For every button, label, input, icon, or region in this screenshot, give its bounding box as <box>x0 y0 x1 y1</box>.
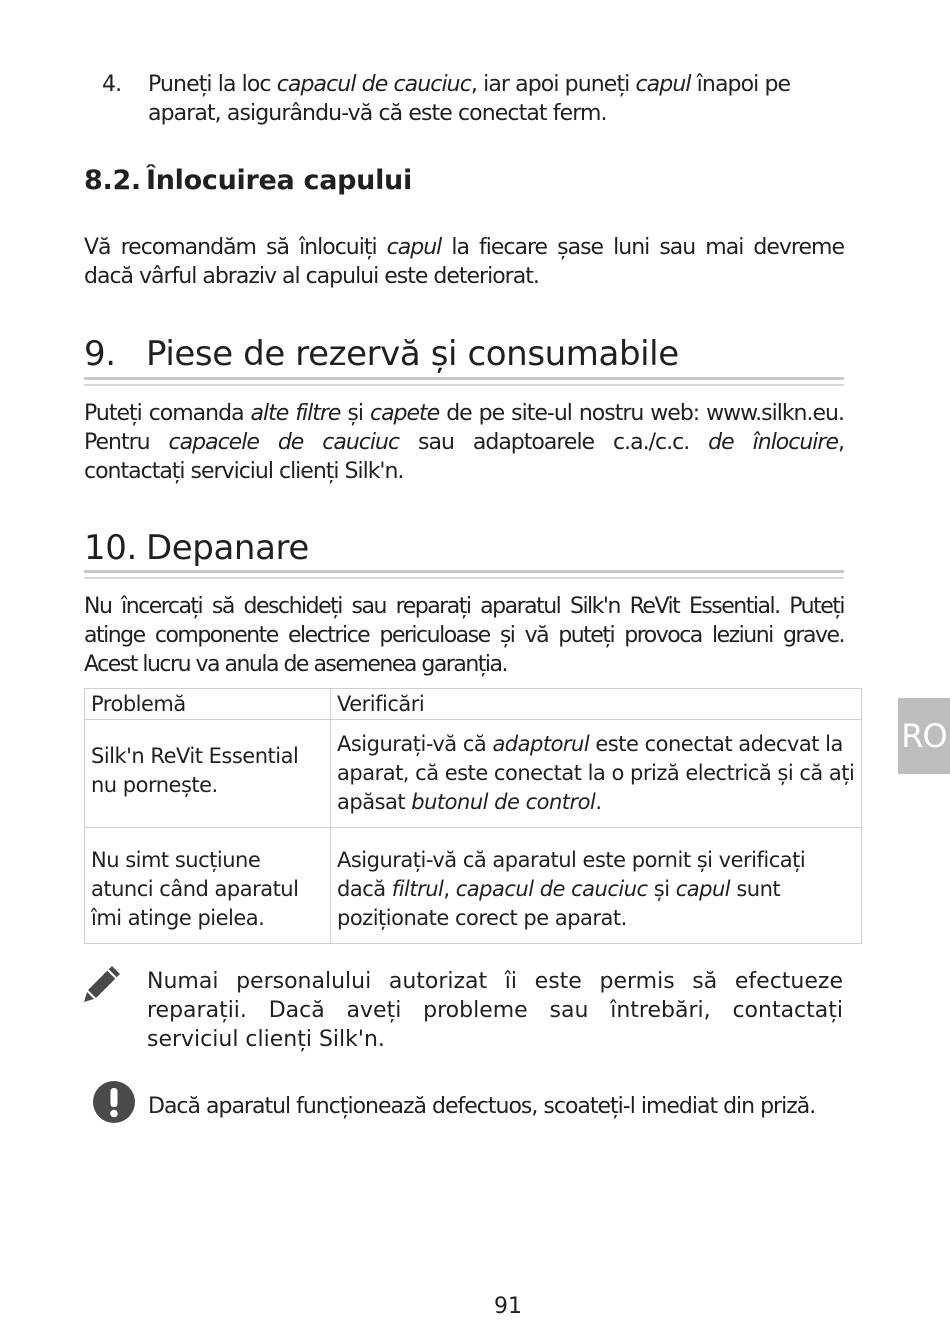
checks-cell <box>331 720 862 828</box>
problem-cell: Nu simt sucțiune atunci când aparatul îmi atinge pielea. <box>85 828 331 944</box>
text-run-italic: capul <box>386 235 442 260</box>
text-run: și <box>340 401 370 426</box>
text-run: sau adaptoarele c.a./c.c. <box>399 430 709 455</box>
text-run: Puteți comanda <box>84 401 251 426</box>
text-run: înapoi pe aparat, asigurându-vă că este conectat ferm. <box>148 72 791 126</box>
text-run-italic: filtrul <box>391 877 444 901</box>
table-row <box>85 720 862 828</box>
checks-cell <box>331 828 862 944</box>
table-header-row <box>85 689 862 720</box>
text-run: Asigurați-vă că aparatul este pornit și verificați dacă <box>337 848 806 901</box>
step-4 <box>102 70 847 128</box>
text-run: la fiecare șase luni sau mai devreme dacă vârful abraziv al capului este deteriorat. <box>84 235 844 289</box>
section-title: Înlocuirea capului <box>146 165 412 196</box>
step-text <box>148 70 847 128</box>
text-run: , iar apoi puneți <box>470 72 636 97</box>
table-row <box>85 828 862 944</box>
pencil-icon <box>82 962 124 1004</box>
problem-cell: Silk'n ReVit Essential nu pornește. <box>85 720 331 828</box>
text-run-italic: capul <box>635 72 691 97</box>
section-10-heading <box>84 528 309 568</box>
text-run-italic: butonul de control <box>411 790 596 814</box>
section-9-heading <box>84 334 679 374</box>
text-run-italic: capacul de cauciuc <box>455 877 648 901</box>
section-8-2-heading <box>84 165 412 196</box>
text-run-italic: capete <box>369 401 440 426</box>
page-number: 91 <box>494 1294 522 1319</box>
column-header-checks: Verificări <box>331 689 862 720</box>
section-title: Piese de rezervă și consumabile <box>146 334 679 374</box>
text-run: , contactați serviciul clienți Silk'n. <box>84 430 844 484</box>
section-number: 9. <box>84 334 116 374</box>
text-run-italic: de înlocuire <box>708 430 838 455</box>
text-run: sunt poziționate corect pe aparat. <box>337 877 781 930</box>
column-header-problem: Problemă <box>85 689 331 720</box>
text-run-italic: alte filtre <box>250 401 341 426</box>
section-9-paragraph <box>84 399 844 486</box>
language-tab: RO <box>898 698 950 774</box>
text-run-italic: capul <box>675 877 731 901</box>
text-run: și <box>647 877 676 901</box>
text-run: , <box>443 877 456 901</box>
step-number: 4. <box>102 72 122 97</box>
text-run: este conectat adecvat la aparat, că este conectat la o priză electrică și că ați apăsat <box>337 732 855 814</box>
text-run: Puneți la loc <box>148 72 277 97</box>
section-10-intro: Nu încercați să deschideți sau reparați aparatul Silk'n ReVit Essential. Puteți atinge componente electrice periculoase și vă puteți provoca leziuni grave. Acest lucru va anula de asemenea garanția. <box>84 594 844 677</box>
troubleshooting-table <box>84 688 862 944</box>
note-text: Numai personalului autorizat îi este permis să efectueze reparații. Dacă aveți probleme sau întrebări, contactați serviciul clienți Silk'n. <box>147 969 843 1052</box>
warning-text: Dacă aparatul funcționează defectuos, scoateți-l imediat din priză. <box>148 1094 816 1119</box>
heading-rule <box>84 377 844 380</box>
text-run: . <box>595 790 602 814</box>
section-number: 10. <box>84 528 137 568</box>
section-number: 8.2. <box>84 165 141 196</box>
text-run-italic: capacul de cauciuc <box>276 72 471 97</box>
text-run-italic: adaptorul <box>492 732 590 756</box>
text-run-italic: capacele de cauciuc <box>168 430 400 455</box>
text-run: Asigurați-vă că <box>337 732 493 756</box>
heading-rule <box>84 384 844 386</box>
heading-rule <box>84 570 844 573</box>
exclamation-icon <box>92 1080 136 1124</box>
text-run: Vă recomandăm să înlocuiți <box>84 235 387 260</box>
text-run: de pe site-ul nostru web: www.silkn.eu. Pentru <box>84 401 844 455</box>
section-8-2-paragraph <box>84 233 844 291</box>
heading-rule <box>84 577 844 579</box>
section-title: Depanare <box>146 528 309 568</box>
